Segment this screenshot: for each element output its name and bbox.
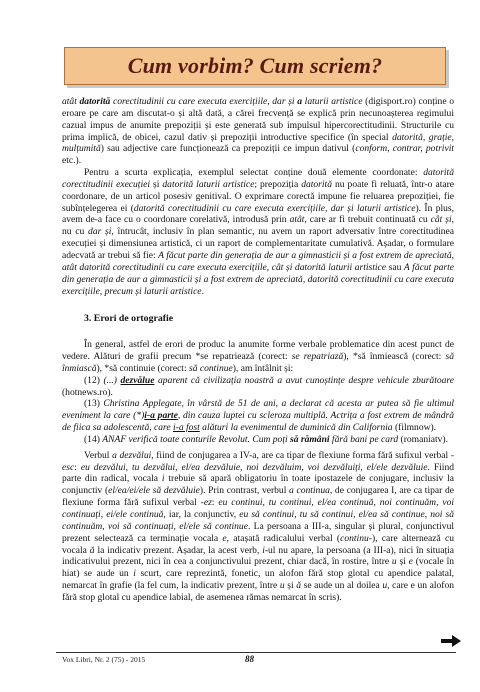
paragraph-2: Pentru a scurta explicația, exemplul selectat conține două elemente coordonate: datorită corectitudinii execuției și datorită laturii artistice; prepoziția datorită nu poate fi reluată, într-o atare coordonare, de un articol posesiv genitival. O exprimare corectă impune fie reluarea prepoziției, fie subînțelegerea ei (datorită corectitudinii cu care executa exercițiile, dar și laturii artistice). În plus, avem de-a face cu o coordonare corelativă, introdusă prin atât, care ar fi trebuit continuată cu cât și, nu cu dar și, întrucât, inclusiv în plan semantic, nu avem un raport adversativ între corectitudinea execuției și dimensiunea artistică, ci un raport de complementaritate cumulativă. Așadar, o formulare adecvată ar trebui să fie: A făcut parte din generația de aur a gimnasticii și a fost extrem de apreciată, atât datorită corectitudinii cu care executa exercițiile, cât și datorită laturii artistice sau A făcut parte din generația de aur a gimnasticii și a fost extrem de apreciată, datorită corectitudinii cu care executa exercițiile, precum și laturii artistice. bbox=[62, 167, 454, 297]
page-title: Cum vorbim? Cum scriem? bbox=[127, 53, 383, 78]
page-number: 88 bbox=[245, 654, 254, 664]
paragraph-3: În general, astfel de erori de produc la anumite forme verbale problematice din acest punct de vedere. Alături de grafii precum *se repatriează (corect: se repatriază), *să înmiească (corect: să înmiască), *să continuie (corect: să continue), am întâlnit și: bbox=[62, 339, 454, 374]
example-14: (14) ANAF verifică toate conturile Revolut. Cum poți să rămâni fără bani pe card (romaniatv). bbox=[84, 433, 448, 445]
article-body bbox=[62, 96, 454, 604]
paragraph-4: Verbul a dezvălui, fiind de conjugarea a IV-a, are ca tipar de flexiune forma fără sufixul verbal -esc: eu dezvălui, tu dezvălui, el/ea dezvăluie, noi dezvăluim, voi dezvăluiți, el/ele dezvăluie. Fiind parte din radical, vocala i trebuie să apară obligatoriu în toate ipostazele de conjugare, inclusiv la conjunctiv (el/ea/ei/ele să dezvăluie). Prin contrast, verbul a continua, de conjugarea I, are ca tipar de flexiune forma fără sufixul verbal -ez: eu continui, tu continui, el/ea continuă, noi continuăm, voi continuați, ei/ele continuă, iar, la conjunctiv, eu să continui, tu să continui, el/ea să continue, noi să continuăm, voi să continuați, el/ele să continue. La persoana a III-a, singular și plural, conjunctivul prezent selectează ca terminație vocala e, atașată radicalului verbal (continu-), care alternează cu vocala ă la indicativ prezent. Așadar, la acest verb, i-ul nu apare, la persoana (a III-a), nici în situația indicativului prezent, nici în cea a conjunctivului prezent, chiar dacă, în rostire, între u și e (vocale în hiat) se aude un i scurt, care reprezintă, fonetic, un alofon fără stop glotal cu apendice palatal, nemarcat în grafie (la fel cum, la indicativ prezent, între u și ă se aude un al doilea u, care e un alofon fără stop glotal cu apendice labial, de asemenea rămas nemarcat în scris). bbox=[62, 449, 455, 603]
header-banner bbox=[64, 47, 446, 85]
example-13: (13) Christina Applegate, în vârstă de 51 de ani, a declarat că acesta ar putea să fie ultimul eveniment la care (*)i-a parte, din cauza luptei cu scleroza multiplă. Actrița a fost extrem de mândră de fiica sa adolescentă, care i-a fost alături la evenimentul de duminică din California (filmnow). bbox=[62, 398, 454, 434]
journal-reference: Vox Libri, Nr. 2 (75) - 2015 bbox=[62, 655, 146, 664]
section-heading: 3. Erori de ortografie bbox=[84, 313, 174, 325]
footer-rule bbox=[56, 652, 456, 653]
top-bar bbox=[0, 0, 480, 18]
paragraph-1: atât datorită corectitudinii cu care executa exercițiile, dar și a laturii artistice (digisport.ro) conține o eroare pe care am discutat-o și altă dată, a cărei frecvență se explică prin necunoașterea regimului cazual impus de anumite prepoziții și este generată sub impulsul hipercorectitudinii. Structurile cu prima implică, de obicei, cazul dativ și prepoziții introductive specifice (în special datorită, grație, mulțumită) sau adjective care funcționează ca prepoziții ce impun dativul (conform, contrar, potrivit etc.). bbox=[62, 96, 455, 167]
arrow-right-icon bbox=[441, 635, 461, 647]
example-12: (12) (...) dezvălue aparent că civilizația noastră a avut cunoștințe despre vehicule zburătoare (hotnews.ro). bbox=[62, 374, 455, 398]
